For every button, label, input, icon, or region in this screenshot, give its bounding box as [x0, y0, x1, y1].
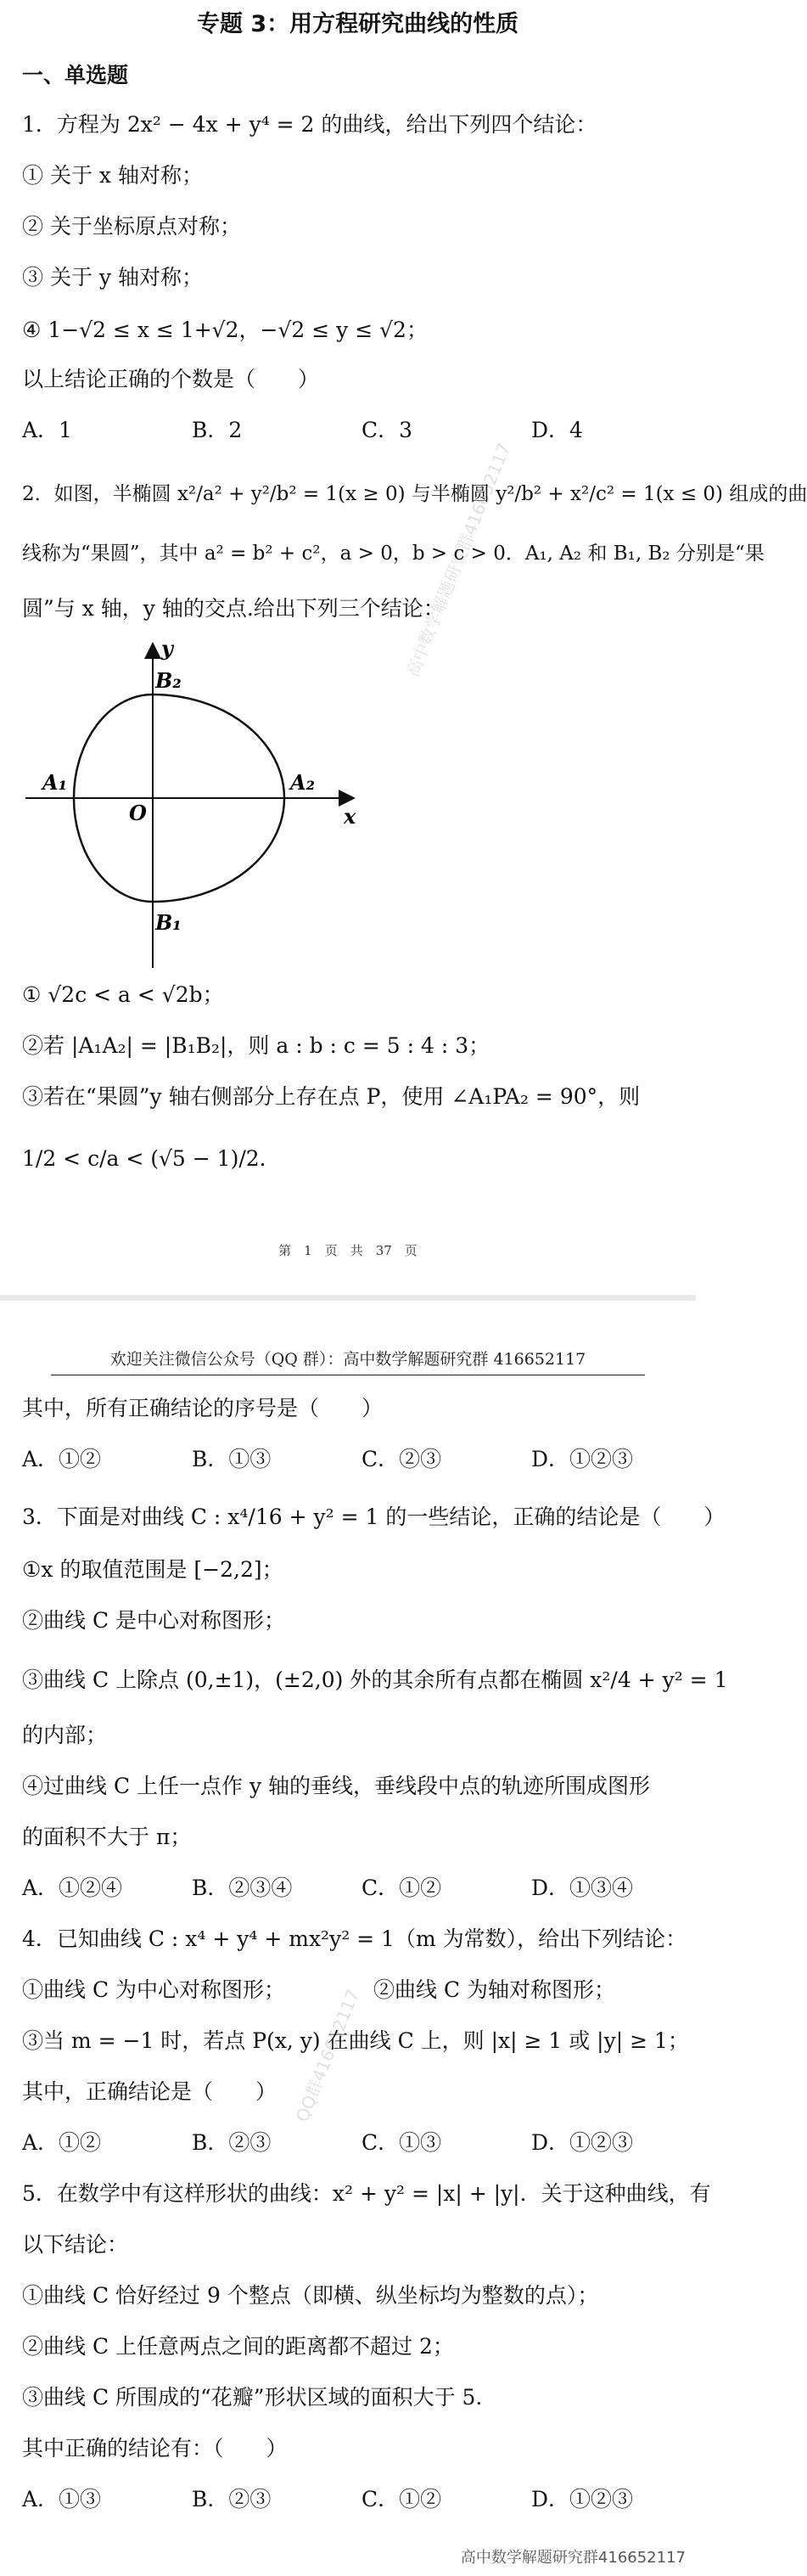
q2-option-c: C．②③	[361, 1447, 442, 1471]
watermark-corner: 高中数学解题研究群416652117	[460, 2549, 686, 2567]
q3-item-4-cont: 的面积不大于 π；	[22, 1825, 192, 1849]
fruit-ellipse-figure	[17, 637, 373, 976]
origin-label: O	[129, 801, 147, 825]
q3-item-2: ②曲线 C 是中心对称图形；	[22, 1608, 286, 1633]
q2-ask: 其中，所有正确结论的序号是（ ）	[22, 1396, 384, 1420]
q4-stem: 4．已知曲线 C : x⁴ + y⁴ + mx²y² = 1（m 为常数），给出下列结论：	[22, 1926, 687, 1951]
q4-ask: 其中，正确结论是（ ）	[22, 2079, 277, 2104]
q4-option-b: B．②③	[192, 2130, 272, 2155]
q5-option-d: D．①②③	[531, 2487, 634, 2511]
q1-item-4: ④ 1−√2 ≤ x ≤ 1+√2，−√2 ≤ y ≤ √2；	[22, 318, 428, 342]
page-footer: 第 1 页 共 37 页	[278, 1243, 418, 1258]
q3-item-3: ③曲线 C 上除点 (0,±1)，(±2,0) 外的其余所有点都在椭圆 x²/4 + y² = 1	[22, 1668, 728, 1692]
q1-ask: 以上结论正确的个数是（ ）	[22, 367, 320, 391]
section-heading: 一、单选题	[22, 63, 129, 87]
q1-item-3: ③ 关于 y 轴对称；	[22, 265, 203, 290]
q2-item-2: ②若 |A₁A₂| = |B₁B₂|，则 a : b : c = 5 : 4 : 3；	[22, 1033, 490, 1058]
watermark-mid: QQ群416652117	[291, 1986, 364, 2125]
q5-stem-cont: 以下结论：	[22, 2232, 129, 2257]
q1-option-d: D．4	[531, 418, 583, 442]
q5-item-1: ①曲线 C 恰好经过 9 个整点（即横、纵坐标均为整数的点）；	[22, 2283, 599, 2308]
q1-option-a: A．1	[22, 418, 72, 442]
page-header: 欢迎关注微信公众号（QQ 群）：高中数学解题研究群 416652117	[51, 1347, 645, 1375]
point-b2-label: B₂	[155, 668, 182, 693]
q5-option-c: C．①②	[361, 2487, 442, 2511]
q4-item-1: ①曲线 C 为中心对称图形；	[22, 1977, 286, 2002]
q4-option-d: D．①②③	[531, 2130, 634, 2155]
page-2	[0, 1301, 728, 2576]
q3-item-3-cont: 的内部；	[22, 1723, 108, 1747]
q4-item-3: ③当 m = −1 时，若点 P(x, y) 在曲线 C 上，则 |x| ≥ 1 或 |y| ≥ 1；	[22, 2028, 689, 2053]
q2-stem-line-1: 2．如图，半椭圆 x²/a² + y²/b² = 1(x ≥ 0) 与半椭圆 y²/b² + x²/c² = 1(x ≤ 0) 组成的曲	[22, 483, 807, 505]
q5-ask: 其中正确的结论有：（ ）	[22, 2436, 288, 2461]
q1-item-2: ② 关于坐标原点对称；	[22, 214, 241, 239]
point-b1-label: B₁	[155, 910, 182, 935]
q5-item-2: ②曲线 C 上任意两点之间的距离都不超过 2；	[22, 2334, 454, 2359]
q1-option-b: B．2	[192, 418, 243, 442]
q4-item-2: ②曲线 C 为轴对称图形；	[373, 1977, 616, 2002]
q3-item-1: ①x 的取值范围是 [−2,2]；	[22, 1557, 283, 1582]
q2-option-a: A．①②	[22, 1447, 102, 1471]
q3-option-a: A．①②④	[22, 1876, 123, 1900]
q2-stem-line-2: 线称为“果圆”，其中 a² = b² + c²，a > 0，b > c > 0．A₁, A₂ 和 B₁, B₂ 分别是“果	[22, 543, 765, 565]
q1-stem: 1．方程为 2x² − 4x + y⁴ = 2 的曲线，给出下列四个结论：	[22, 112, 597, 137]
q2-item-4: 1/2 < c/a < (√5 − 1)/2．	[22, 1146, 281, 1171]
point-a2-label: A₂	[290, 770, 316, 795]
q1-item-1: ① 关于 x 轴对称；	[22, 163, 203, 188]
q2-option-d: D．①②③	[531, 1447, 634, 1471]
q1-option-c: C．3	[361, 418, 413, 442]
y-axis-label: y	[161, 636, 173, 661]
q3-option-d: D．①③④	[531, 1876, 634, 1900]
q4-option-a: A．①②	[22, 2130, 102, 2155]
q5-option-b: B．②③	[192, 2487, 272, 2511]
point-a1-label: A₁	[42, 770, 68, 795]
q2-item-1: ① √2c < a < √2b；	[22, 982, 224, 1007]
q2-option-b: B．①③	[192, 1447, 272, 1471]
q5-option-a: A．①③	[22, 2487, 102, 2511]
q3-option-c: C．①②	[361, 1876, 442, 1900]
q2-item-3: ③若在“果圆”y 轴右侧部分上存在点 P，使用 ∠A₁PA₂ = 90°，则	[22, 1084, 641, 1109]
x-axis-label: x	[344, 804, 356, 829]
q5-item-3: ③曲线 C 所围成的“花瓣”形状区域的面积大于 5．	[22, 2385, 497, 2410]
q3-option-b: B．②③④	[192, 1876, 293, 1900]
q4-option-c: C．①③	[361, 2130, 442, 2155]
q2-stem-line-3: 圆”与 x 轴，y 轴的交点.给出下列三个结论：	[22, 596, 445, 621]
q3-item-4: ④过曲线 C 上任一点作 y 轴的垂线，垂线段中点的轨迹所围成图形	[22, 1774, 651, 1798]
q3-stem: 3．下面是对曲线 C : x⁴/16 + y² = 1 的一些结论，正确的结论是（ ）	[22, 1505, 726, 1529]
watermark-text: 高中数学解题研究群416652117	[401, 440, 515, 680]
document-title: 专题 3：用方程研究曲线的性质	[197, 11, 519, 37]
q5-stem: 5．在数学中有这样形状的曲线：x² + y² = |x| + |y|．关于这种曲线，有	[22, 2181, 711, 2206]
page-separator	[0, 1295, 696, 1301]
